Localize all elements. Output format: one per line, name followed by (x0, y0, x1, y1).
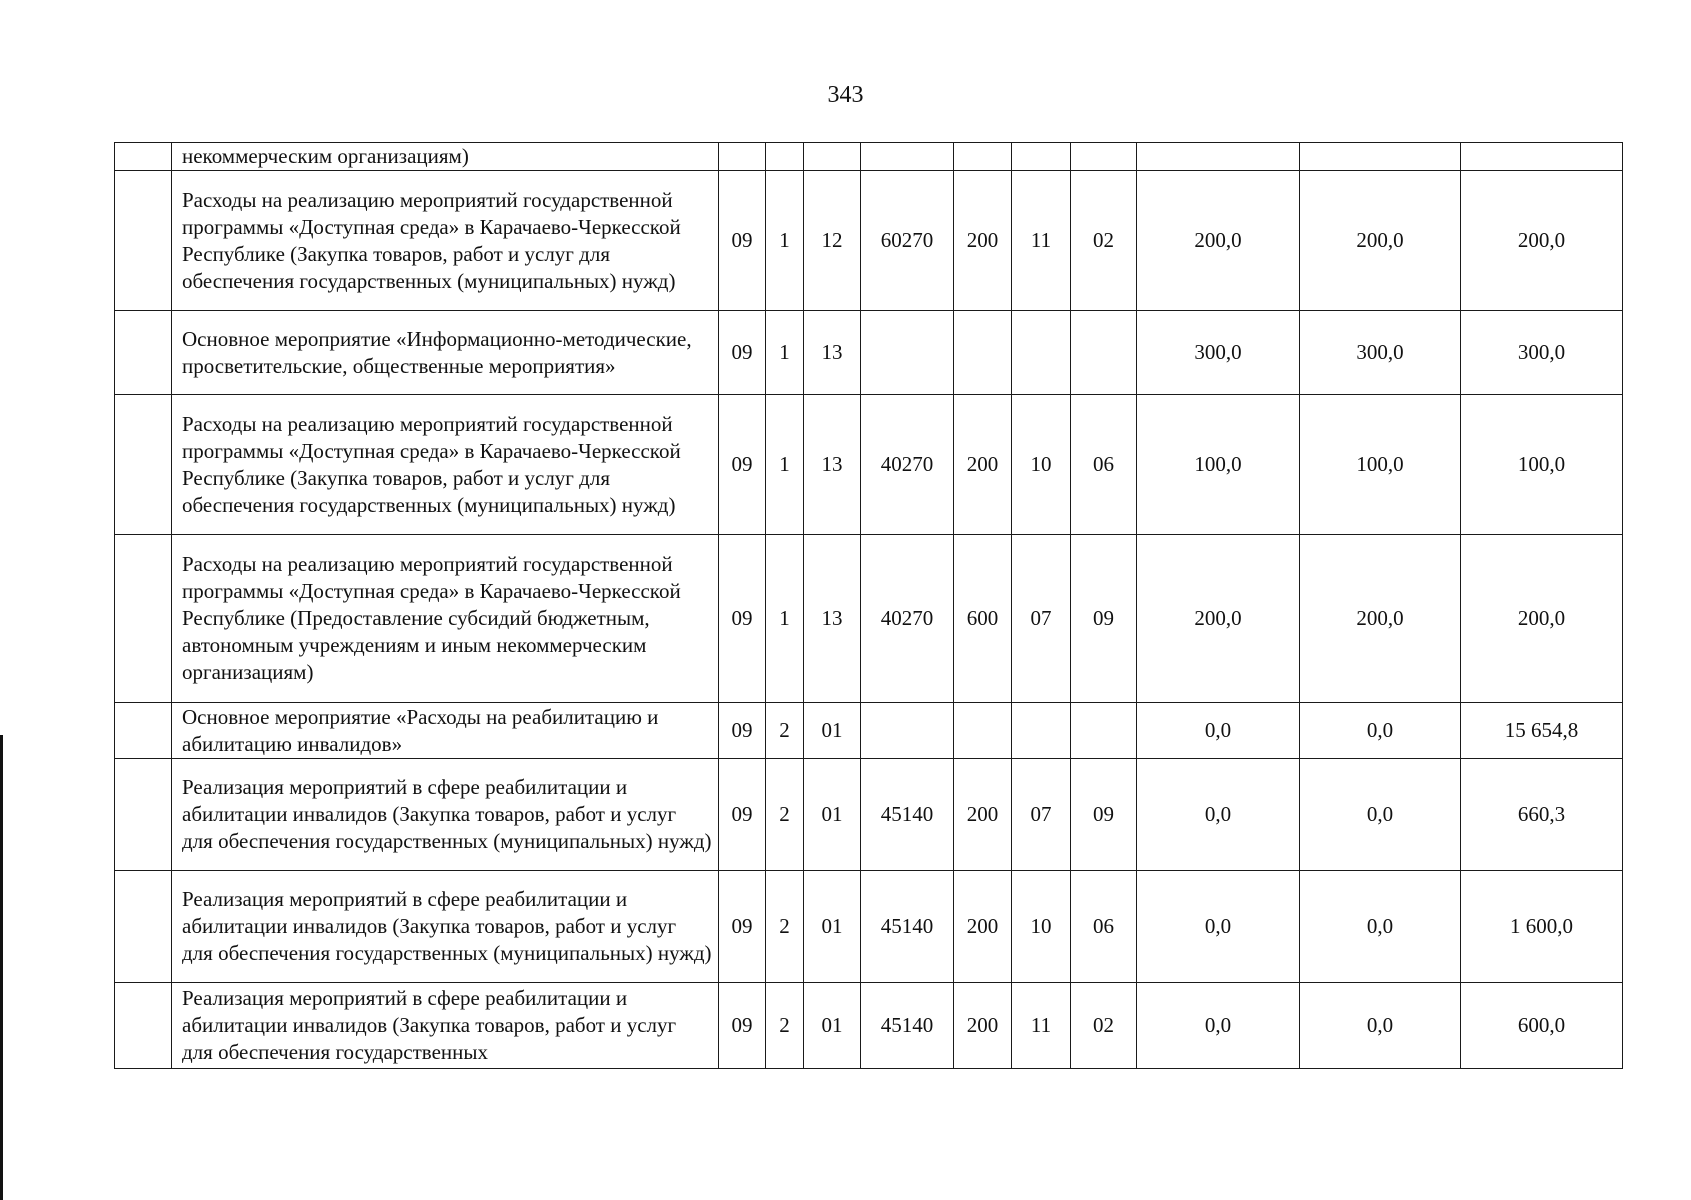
code-cell: 1 (766, 311, 804, 395)
code-cell: 09 (1071, 759, 1137, 871)
code-cell (954, 703, 1012, 759)
code-cell: 10 (1012, 395, 1071, 535)
code-cell (1071, 143, 1137, 171)
page-number: 343 (827, 82, 864, 108)
table-row (115, 311, 1623, 395)
amount-cell: 200,0 (1137, 535, 1300, 703)
description-cell: Реализация мероприятий в сфере реабилитации и абилитации инвалидов (Закупка товаров, работ и услуг для обеспечения государственных (муниципальных) нужд) (172, 759, 719, 871)
code-cell: 01 (804, 759, 861, 871)
code-cell: 13 (804, 395, 861, 535)
code-cell: 09 (719, 311, 766, 395)
row-number-cell (115, 171, 172, 311)
amount-cell: 100,0 (1300, 395, 1461, 535)
row-number-cell (115, 759, 172, 871)
code-cell (1012, 143, 1071, 171)
amount-cell: 0,0 (1137, 983, 1300, 1069)
code-cell: 09 (719, 759, 766, 871)
code-cell (861, 143, 954, 171)
code-cell (954, 143, 1012, 171)
code-cell: 600 (954, 535, 1012, 703)
description-cell: Расходы на реализацию мероприятий государственной программы «Доступная среда» в Карачаево-Черкесской Республике (Закупка товаров, работ и услуг для обеспечения государственных (муниципальных) нужд) (172, 395, 719, 535)
code-cell: 200 (954, 983, 1012, 1069)
table-row (115, 759, 1623, 871)
row-number-cell (115, 535, 172, 703)
row-number-cell (115, 983, 172, 1069)
amount-cell (1461, 143, 1623, 171)
code-cell: 13 (804, 535, 861, 703)
code-cell: 09 (719, 171, 766, 311)
code-cell: 200 (954, 871, 1012, 983)
code-cell: 01 (804, 871, 861, 983)
code-cell: 07 (1012, 535, 1071, 703)
code-cell: 40270 (861, 535, 954, 703)
row-number-cell (115, 311, 172, 395)
code-cell: 200 (954, 759, 1012, 871)
amount-cell: 300,0 (1137, 311, 1300, 395)
amount-cell (1137, 143, 1300, 171)
amount-cell: 200,0 (1300, 535, 1461, 703)
code-cell: 2 (766, 871, 804, 983)
code-cell: 2 (766, 703, 804, 759)
code-cell: 02 (1071, 171, 1137, 311)
code-cell: 09 (719, 535, 766, 703)
table-row (115, 535, 1623, 703)
code-cell: 09 (719, 703, 766, 759)
description-cell: Основное мероприятие «Информационно-методические, просветительские, общественные мероприятия» (172, 311, 719, 395)
amount-cell: 200,0 (1461, 171, 1623, 311)
code-cell: 2 (766, 759, 804, 871)
code-cell: 45140 (861, 759, 954, 871)
code-cell: 11 (1012, 171, 1071, 311)
amount-cell: 0,0 (1137, 703, 1300, 759)
code-cell: 10 (1012, 871, 1071, 983)
amount-cell: 600,0 (1461, 983, 1623, 1069)
table-row (115, 143, 1623, 171)
code-cell: 07 (1012, 759, 1071, 871)
amount-cell: 200,0 (1300, 171, 1461, 311)
code-cell: 200 (954, 395, 1012, 535)
description-cell: Основное мероприятие «Расходы на реабилитацию и абилитацию инвалидов» (172, 703, 719, 759)
table-row (115, 871, 1623, 983)
amount-cell: 0,0 (1137, 871, 1300, 983)
code-cell (954, 311, 1012, 395)
scan-edge-mark (0, 735, 3, 1200)
amount-cell: 200,0 (1137, 171, 1300, 311)
code-cell (1071, 703, 1137, 759)
code-cell: 45140 (861, 871, 954, 983)
code-cell: 60270 (861, 171, 954, 311)
amount-cell (1300, 143, 1461, 171)
table-row (115, 395, 1623, 535)
code-cell (1012, 703, 1071, 759)
code-cell (861, 311, 954, 395)
table-row (115, 703, 1623, 759)
amount-cell: 300,0 (1461, 311, 1623, 395)
code-cell: 1 (766, 535, 804, 703)
description-cell: некоммерческим организациям) (172, 143, 719, 171)
amount-cell: 0,0 (1137, 759, 1300, 871)
amount-cell: 100,0 (1461, 395, 1623, 535)
amount-cell: 100,0 (1137, 395, 1300, 535)
code-cell (861, 703, 954, 759)
amount-cell: 0,0 (1300, 871, 1461, 983)
code-cell: 2 (766, 983, 804, 1069)
description-cell: Расходы на реализацию мероприятий государственной программы «Доступная среда» в Карачаево-Черкесской Республике (Закупка товаров, работ и услуг для обеспечения государственных (муниципальных) нужд) (172, 171, 719, 311)
code-cell: 09 (719, 983, 766, 1069)
code-cell (1012, 311, 1071, 395)
amount-cell: 300,0 (1300, 311, 1461, 395)
table-row (115, 983, 1623, 1069)
amount-cell: 0,0 (1300, 759, 1461, 871)
code-cell: 09 (719, 871, 766, 983)
code-cell (804, 143, 861, 171)
code-cell: 1 (766, 395, 804, 535)
code-cell: 13 (804, 311, 861, 395)
amount-cell: 200,0 (1461, 535, 1623, 703)
code-cell: 01 (804, 703, 861, 759)
code-cell: 12 (804, 171, 861, 311)
row-number-cell (115, 703, 172, 759)
amount-cell: 15 654,8 (1461, 703, 1623, 759)
row-number-cell (115, 143, 172, 171)
code-cell: 200 (954, 171, 1012, 311)
amount-cell: 660,3 (1461, 759, 1623, 871)
code-cell: 01 (804, 983, 861, 1069)
amount-cell: 0,0 (1300, 983, 1461, 1069)
code-cell: 1 (766, 171, 804, 311)
description-cell: Реализация мероприятий в сфере реабилитации и абилитации инвалидов (Закупка товаров, работ и услуг для обеспечения государственных (муниципальных) нужд) (172, 871, 719, 983)
amount-cell: 0,0 (1300, 703, 1461, 759)
code-cell: 40270 (861, 395, 954, 535)
budget-table (114, 142, 1623, 1069)
code-cell: 02 (1071, 983, 1137, 1069)
code-cell: 09 (719, 395, 766, 535)
description-cell: Реализация мероприятий в сфере реабилитации и абилитации инвалидов (Закупка товаров, работ и услуг для обеспечения государственных (172, 983, 719, 1069)
description-cell: Расходы на реализацию мероприятий государственной программы «Доступная среда» в Карачаево-Черкесской Республике (Предоставление субсидий бюджетным, автономным учреждениям и иным некоммерческим организациям) (172, 535, 719, 703)
code-cell: 06 (1071, 871, 1137, 983)
row-number-cell (115, 871, 172, 983)
table-body (115, 143, 1623, 1069)
code-cell (766, 143, 804, 171)
table-row (115, 171, 1623, 311)
code-cell: 09 (1071, 535, 1137, 703)
row-number-cell (115, 395, 172, 535)
code-cell (1071, 311, 1137, 395)
amount-cell: 1 600,0 (1461, 871, 1623, 983)
code-cell (719, 143, 766, 171)
code-cell: 45140 (861, 983, 954, 1069)
code-cell: 06 (1071, 395, 1137, 535)
code-cell: 11 (1012, 983, 1071, 1069)
